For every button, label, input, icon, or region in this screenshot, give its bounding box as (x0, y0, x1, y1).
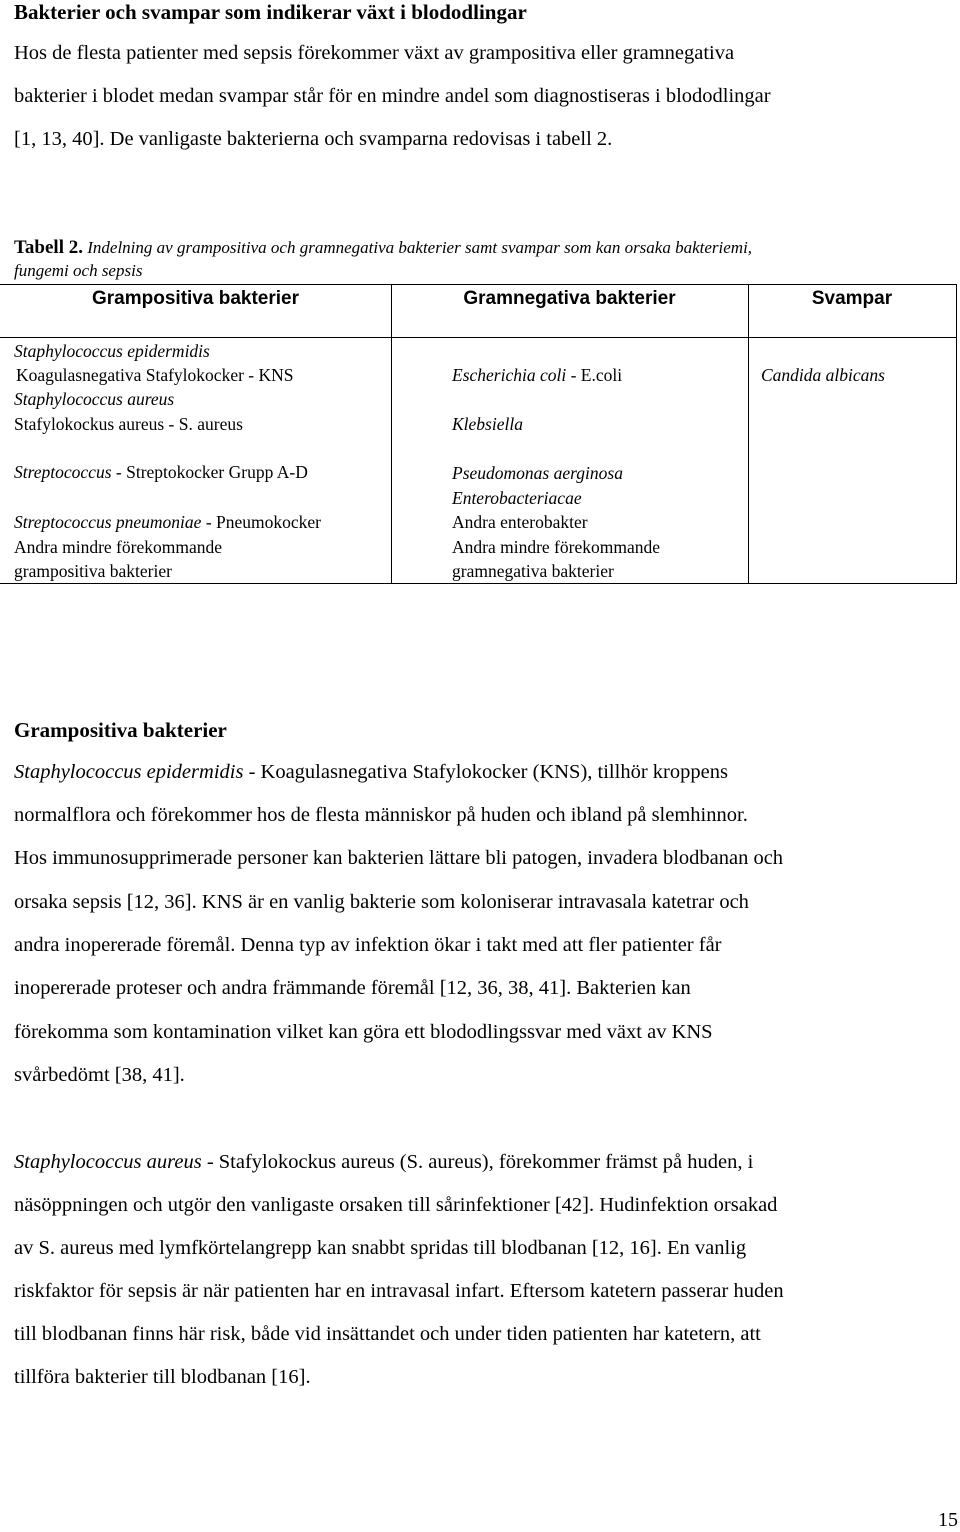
cell-e-coli-abbr: - E.coli (566, 365, 623, 385)
cell-klebsiella: Klebsiella (452, 414, 523, 434)
p2-species: Staphylococcus aureus (14, 1151, 202, 1173)
table-caption-label: Tabell 2. (14, 237, 83, 258)
p2-line-2: näsöppningen och utgör den vanligaste orsaken till sårinfektioner [42]. Hudinfektion orsakad (14, 1194, 778, 1216)
cell-other-grampositive-2: grampositiva bakterier (14, 561, 172, 581)
cell-kns: Koagulasnegativa Stafylokocker - KNS (16, 365, 294, 385)
table-divider-1 (391, 284, 392, 584)
p2-line-1-text: - Stafylokockus aureus (S. aureus), förekommer främst på huden, i (201, 1151, 754, 1173)
p2-line-5: till blodbanan finns här risk, både vid insättandet och under tiden patienten har katetern, att (14, 1323, 761, 1345)
p1-line-5: andra inopererade föremål. Denna typ av infektion ökar i takt med att fler patienter får (14, 934, 722, 956)
cell-s-aureus: Stafylokockus aureus - S. aureus (14, 414, 243, 434)
cell-e-coli (452, 365, 622, 386)
p1-line-3: Hos immunosupprimerade personer kan bakterien lättare bli patogen, invadera blodbanan och (14, 847, 784, 869)
p2-line-1 (14, 1151, 753, 1174)
p2-line-6: tillföra bakterier till blodbanan [16]. (14, 1366, 311, 1388)
cell-streptococcus-genus: Streptococcus (14, 462, 112, 482)
cell-enterobacteriacae: Enterobacteriacae (452, 488, 582, 508)
section-heading-grampositive: Grampositiva bakterier (14, 718, 227, 742)
table-border-header-bottom (0, 337, 957, 338)
p1-line-7: förekomma som kontamination vilket kan göra ett blododlingssvar med växt av KNS (14, 1021, 713, 1043)
cell-streptococcus (14, 462, 308, 483)
cell-pneumococcus-desc: - Pneumokocker (201, 512, 321, 532)
cell-pneumococcus (14, 512, 321, 533)
table-caption-text: Indelning av grampositiva och gramnegativa bakterier samt svampar som kan orsaka bakteriemi, (87, 238, 753, 257)
cell-streptococcus-desc: - Streptokocker Grupp A-D (111, 462, 308, 482)
p1-species: Staphylococcus epidermidis (14, 761, 244, 783)
p1-line-1 (14, 761, 728, 784)
intro-line-1: Hos de flesta patienter med sepsis förekommer växt av grampositiva eller gramnegativa (14, 42, 735, 64)
table-caption-continued (14, 261, 142, 281)
cell-other-gramnegative-2: gramnegativa bakterier (452, 561, 614, 581)
cell-e-coli-species: Escherichia coli (452, 365, 567, 385)
p1-line-8: svårbedömt [38, 41]. (14, 1064, 185, 1086)
cell-other-enterobacter: Andra enterobakter (452, 512, 588, 532)
p1-line-2: normalflora och förekommer hos de flesta människor på huden och ibland på slemhinnor. (14, 804, 748, 826)
table-border-bottom (0, 583, 957, 584)
cell-staph-epidermidis: Staphylococcus epidermidis (14, 341, 210, 361)
p1-line-1-text: - Koagulasnegativa Stafylokocker (KNS), tillhör kroppens (243, 761, 728, 783)
cell-other-gramnegative-1: Andra mindre förekommande (452, 537, 660, 557)
intro-line-2: bakterier i blodet medan svampar står för en mindre andel som diagnostiseras i blododlingar (14, 85, 771, 107)
p1-line-6: inopererade proteser och andra främmande föremål [12, 36, 38, 41]. Bakterien kan (14, 977, 691, 999)
table-header-fungi: Svampar (811, 288, 893, 309)
table-caption-text-2: fungemi och sepsis (14, 261, 143, 280)
page-number: 15 (938, 1509, 958, 1531)
cell-staph-aureus: Staphylococcus aureus (14, 389, 175, 409)
intro-line-3: [1, 13, 40]. De vanligaste bakterierna och svamparna redovisas i tabell 2. (14, 128, 613, 150)
cell-pseudomonas: Pseudomonas aerginosa (452, 463, 623, 483)
table-border-top (0, 284, 957, 285)
p2-line-3: av S. aureus med lymfkörtelangrepp kan snabbt spridas till blodbanan [12, 16]. En vanlig (14, 1237, 747, 1259)
cell-pneumococcus-species: Streptococcus pneumoniae (14, 512, 202, 532)
p1-line-4: orsaka sepsis [12, 36]. KNS är en vanlig bakterie som koloniserar intravasala katetrar och (14, 891, 749, 913)
section-heading-bacteria-fungi: Bakterier och svampar som indikerar växt i blododlingar (14, 0, 527, 24)
table-header-grampositive: Grampositiva bakterier (92, 288, 299, 309)
cell-other-grampositive-1: Andra mindre förekommande (14, 537, 222, 557)
table-header-gramnegative: Gramnegativa bakterier (463, 288, 676, 309)
table-divider-2 (748, 284, 749, 584)
table-border-right (956, 284, 957, 584)
cell-candida: Candida albicans (761, 365, 885, 385)
table-caption (14, 237, 752, 259)
p2-line-4: riskfaktor för sepsis är när patienten har en intravasal infart. Eftersom katetern passerar huden (14, 1280, 784, 1302)
